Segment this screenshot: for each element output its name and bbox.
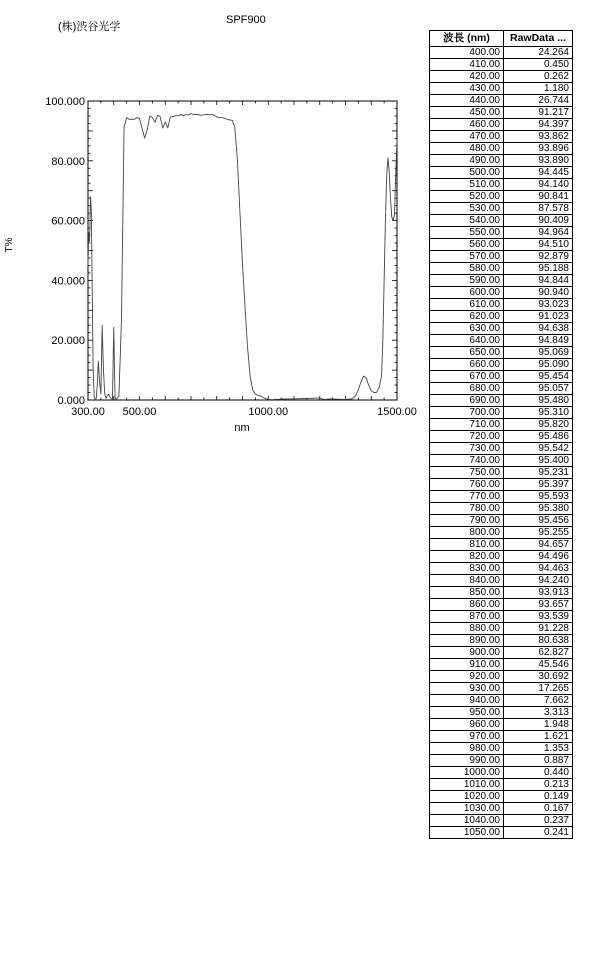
- wavelength-cell: 800.00: [430, 527, 504, 539]
- rawdata-cell: 87.578: [504, 203, 573, 215]
- rawdata-cell: 91.228: [504, 623, 573, 635]
- wavelength-cell: 530.00: [430, 203, 504, 215]
- rawdata-cell: 95.310: [504, 407, 573, 419]
- table-row: [430, 203, 573, 215]
- wavelength-cell: 980.00: [430, 743, 504, 755]
- wavelength-cell: 760.00: [430, 479, 504, 491]
- table-row: [430, 551, 573, 563]
- rawdata-cell: 30.692: [504, 671, 573, 683]
- wavelength-cell: 990.00: [430, 755, 504, 767]
- table-row: [430, 419, 573, 431]
- wavelength-cell: 860.00: [430, 599, 504, 611]
- rawdata-cell: 90.841: [504, 191, 573, 203]
- table-row: [430, 311, 573, 323]
- wavelength-cell: 640.00: [430, 335, 504, 347]
- plot-axes: [88, 101, 397, 400]
- wavelength-cell: 470.00: [430, 131, 504, 143]
- table-row: [430, 791, 573, 803]
- table-row: [430, 443, 573, 455]
- rawdata-cell: 1.948: [504, 719, 573, 731]
- y-tick-label: 20.000: [51, 335, 85, 348]
- rawdata-cell: 94.463: [504, 563, 573, 575]
- wavelength-cell: 600.00: [430, 287, 504, 299]
- wavelength-cell: 1030.00: [430, 803, 504, 815]
- table-row: [430, 395, 573, 407]
- tick-marks: [88, 101, 397, 400]
- rawdata-cell: 94.849: [504, 335, 573, 347]
- table-row: [430, 743, 573, 755]
- table-row: [430, 779, 573, 791]
- wavelength-cell: 1020.00: [430, 791, 504, 803]
- rawdata-cell: 0.149: [504, 791, 573, 803]
- table-row: [430, 59, 573, 71]
- table-row: [430, 647, 573, 659]
- table-row: [430, 455, 573, 467]
- rawdata-cell: 94.510: [504, 239, 573, 251]
- table-row: [430, 659, 573, 671]
- table-row: [430, 755, 573, 767]
- wavelength-cell: 580.00: [430, 263, 504, 275]
- rawdata-cell: 95.820: [504, 419, 573, 431]
- rawdata-cell: 94.140: [504, 179, 573, 191]
- company-name: (株)渋谷光学: [58, 21, 121, 33]
- table-row: [430, 359, 573, 371]
- table-row: [430, 719, 573, 731]
- wavelength-cell: 1040.00: [430, 815, 504, 827]
- rawdata-cell: 95.057: [504, 383, 573, 395]
- wavelength-cell: 970.00: [430, 731, 504, 743]
- table-row: [430, 731, 573, 743]
- table-row: [430, 215, 573, 227]
- wavelength-cell: 770.00: [430, 491, 504, 503]
- rawdata-cell: 1.621: [504, 731, 573, 743]
- rawdata-cell: 95.480: [504, 395, 573, 407]
- table-row: [430, 383, 573, 395]
- wavelength-cell: 830.00: [430, 563, 504, 575]
- rawdata-cell: 95.486: [504, 431, 573, 443]
- table-row: [430, 635, 573, 647]
- wavelength-cell: 510.00: [430, 179, 504, 191]
- wavelength-cell: 460.00: [430, 119, 504, 131]
- rawdata-cell: 0.213: [504, 779, 573, 791]
- y-tick-label: 60.000: [51, 215, 85, 228]
- table-row: [430, 515, 573, 527]
- rawdata-cell: 17.265: [504, 683, 573, 695]
- y-tick-label: 40.000: [51, 275, 85, 288]
- table-row: [430, 47, 573, 59]
- rawdata-cell: 95.231: [504, 467, 573, 479]
- wavelength-cell: 740.00: [430, 455, 504, 467]
- table-row: [430, 767, 573, 779]
- rawdata-cell: 94.496: [504, 551, 573, 563]
- table-row: [430, 815, 573, 827]
- table-row: [430, 131, 573, 143]
- wavelength-cell: 500.00: [430, 167, 504, 179]
- wavelength-cell: 790.00: [430, 515, 504, 527]
- wavelength-cell: 700.00: [430, 407, 504, 419]
- wavelength-cell: 590.00: [430, 275, 504, 287]
- table-row: [430, 83, 573, 95]
- table-row: [430, 575, 573, 587]
- series-line: [88, 114, 397, 400]
- x-axis-label: nm: [234, 422, 250, 434]
- wavelength-cell: 550.00: [430, 227, 504, 239]
- rawdata-cell: 93.896: [504, 143, 573, 155]
- wavelength-cell: 520.00: [430, 191, 504, 203]
- wavelength-cell: 710.00: [430, 419, 504, 431]
- table-row: [430, 239, 573, 251]
- table-row: [430, 119, 573, 131]
- y-axis-label: T%: [4, 237, 15, 253]
- rawdata-cell: 95.542: [504, 443, 573, 455]
- table-row: [430, 707, 573, 719]
- wavelength-cell: 780.00: [430, 503, 504, 515]
- wavelength-cell: 440.00: [430, 95, 504, 107]
- rawdata-cell: 94.638: [504, 323, 573, 335]
- rawdata-cell: 94.657: [504, 539, 573, 551]
- rawdata-cell: 0.241: [504, 827, 573, 839]
- wavelength-cell: 950.00: [430, 707, 504, 719]
- data-table: [429, 30, 573, 839]
- table-row: [430, 539, 573, 551]
- table-row: [430, 827, 573, 839]
- rawdata-cell: 90.409: [504, 215, 573, 227]
- x-tick-label: 500.00: [122, 406, 157, 418]
- wavelength-cell: 650.00: [430, 347, 504, 359]
- rawdata-cell: 95.400: [504, 455, 573, 467]
- table-row: [430, 299, 573, 311]
- wavelength-cell: 810.00: [430, 539, 504, 551]
- table-row: [430, 503, 573, 515]
- table-row: [430, 263, 573, 275]
- table-row: [430, 431, 573, 443]
- wavelength-cell: 670.00: [430, 371, 504, 383]
- rawdata-cell: 90.940: [504, 287, 573, 299]
- wavelength-cell: 900.00: [430, 647, 504, 659]
- series-layer: [88, 114, 397, 400]
- rawdata-cell: 93.657: [504, 599, 573, 611]
- wavelength-cell: 940.00: [430, 695, 504, 707]
- wavelength-cell: 570.00: [430, 251, 504, 263]
- rawdata-cell: 94.240: [504, 575, 573, 587]
- table-row: [430, 335, 573, 347]
- wavelength-cell: 850.00: [430, 587, 504, 599]
- wavelength-cell: 1010.00: [430, 779, 504, 791]
- rawdata-cell: 95.069: [504, 347, 573, 359]
- rawdata-cell: 0.887: [504, 755, 573, 767]
- rawdata-cell: 95.188: [504, 263, 573, 275]
- wavelength-cell: 750.00: [430, 467, 504, 479]
- table-row: [430, 407, 573, 419]
- wavelength-cell: 480.00: [430, 143, 504, 155]
- wavelength-cell: 660.00: [430, 359, 504, 371]
- rawdata-cell: 93.890: [504, 155, 573, 167]
- rawdata-cell: 94.844: [504, 275, 573, 287]
- table-row: [430, 599, 573, 611]
- wavelength-cell: 1050.00: [430, 827, 504, 839]
- table-row: [430, 479, 573, 491]
- wavelength-cell: 690.00: [430, 395, 504, 407]
- table-row: [430, 671, 573, 683]
- wavelength-cell: 920.00: [430, 671, 504, 683]
- rawdata-cell: 95.456: [504, 515, 573, 527]
- table-row: [430, 683, 573, 695]
- table-row: [430, 71, 573, 83]
- rawdata-cell: 95.255: [504, 527, 573, 539]
- table-header-row: [430, 31, 573, 47]
- rawdata-cell: 95.380: [504, 503, 573, 515]
- x-tick-label: 300.00: [71, 406, 105, 418]
- rawdata-cell: 1.180: [504, 83, 573, 95]
- wavelength-cell: 630.00: [430, 323, 504, 335]
- table-row: [430, 803, 573, 815]
- rawdata-cell: 94.964: [504, 227, 573, 239]
- rawdata-cell: 0.167: [504, 803, 573, 815]
- rawdata-cell: 93.023: [504, 299, 573, 311]
- rawdata-cell: 95.397: [504, 479, 573, 491]
- table-row: [430, 695, 573, 707]
- table-row: [430, 611, 573, 623]
- wavelength-cell: 560.00: [430, 239, 504, 251]
- rawdata-cell: 92.879: [504, 251, 573, 263]
- table-row: [430, 467, 573, 479]
- rawdata-cell: 0.237: [504, 815, 573, 827]
- table-row: [430, 275, 573, 287]
- transmittance-chart: [0, 0, 425, 440]
- rawdata-cell: 26.744: [504, 95, 573, 107]
- rawdata-cell: 80.638: [504, 635, 573, 647]
- rawdata-cell: 95.454: [504, 371, 573, 383]
- wavelength-cell: 730.00: [430, 443, 504, 455]
- wavelength-cell: 960.00: [430, 719, 504, 731]
- rawdata-cell: 7.662: [504, 695, 573, 707]
- plot-frame: [88, 101, 397, 400]
- column-header-wavelength[interactable]: 波長 (nm): [430, 31, 504, 47]
- wavelength-cell: 680.00: [430, 383, 504, 395]
- rawdata-cell: 1.353: [504, 743, 573, 755]
- table-row: [430, 155, 573, 167]
- wavelength-cell: 610.00: [430, 299, 504, 311]
- rawdata-cell: 95.090: [504, 359, 573, 371]
- table-row: [430, 143, 573, 155]
- rawdata-cell: 91.217: [504, 107, 573, 119]
- rawdata-cell: 93.913: [504, 587, 573, 599]
- wavelength-cell: 430.00: [430, 83, 504, 95]
- wavelength-cell: 420.00: [430, 71, 504, 83]
- rawdata-cell: 91.023: [504, 311, 573, 323]
- wavelength-cell: 1000.00: [430, 767, 504, 779]
- rawdata-cell: 3.313: [504, 707, 573, 719]
- wavelength-cell: 450.00: [430, 107, 504, 119]
- table-row: [430, 107, 573, 119]
- table-row: [430, 527, 573, 539]
- wavelength-cell: 410.00: [430, 59, 504, 71]
- table-row: [430, 191, 573, 203]
- wavelength-cell: 720.00: [430, 431, 504, 443]
- table-row: [430, 563, 573, 575]
- table-row: [430, 167, 573, 179]
- table-row: [430, 323, 573, 335]
- x-tick-label: 1500.00: [377, 406, 417, 418]
- rawdata-cell: 93.539: [504, 611, 573, 623]
- wavelength-cell: 870.00: [430, 611, 504, 623]
- table-row: [430, 287, 573, 299]
- x-tick-label: 1000.00: [248, 406, 289, 418]
- wavelength-cell: 400.00: [430, 47, 504, 59]
- table-row: [430, 251, 573, 263]
- rawdata-cell: 94.397: [504, 119, 573, 131]
- table-row: [430, 623, 573, 635]
- rawdata-cell: 0.262: [504, 71, 573, 83]
- wavelength-cell: 820.00: [430, 551, 504, 563]
- rawdata-cell: 45.546: [504, 659, 573, 671]
- wavelength-cell: 930.00: [430, 683, 504, 695]
- wavelength-cell: 620.00: [430, 311, 504, 323]
- wavelength-cell: 490.00: [430, 155, 504, 167]
- table-row: [430, 95, 573, 107]
- column-header-rawdata[interactable]: RawData ...: [504, 31, 573, 47]
- table-row: [430, 587, 573, 599]
- y-tick-label: 100.000: [45, 96, 85, 108]
- rawdata-cell: 0.450: [504, 59, 573, 71]
- rawdata-cell: 95.593: [504, 491, 573, 503]
- wavelength-cell: 910.00: [430, 659, 504, 671]
- table-row: [430, 347, 573, 359]
- wavelength-cell: 540.00: [430, 215, 504, 227]
- wavelength-cell: 880.00: [430, 623, 504, 635]
- rawdata-cell: 94.445: [504, 167, 573, 179]
- wavelength-cell: 890.00: [430, 635, 504, 647]
- rawdata-cell: 93.862: [504, 131, 573, 143]
- rawdata-cell: 62.827: [504, 647, 573, 659]
- table-row: [430, 371, 573, 383]
- table-row: [430, 491, 573, 503]
- wavelength-cell: 840.00: [430, 575, 504, 587]
- y-tick-label: 0.000: [57, 395, 85, 407]
- table-row: [430, 179, 573, 191]
- y-tick-label: 80.000: [51, 155, 85, 168]
- chart-title: SPF900: [226, 14, 266, 26]
- table-row: [430, 227, 573, 239]
- rawdata-cell: 0.440: [504, 767, 573, 779]
- rawdata-cell: 24.264: [504, 47, 573, 59]
